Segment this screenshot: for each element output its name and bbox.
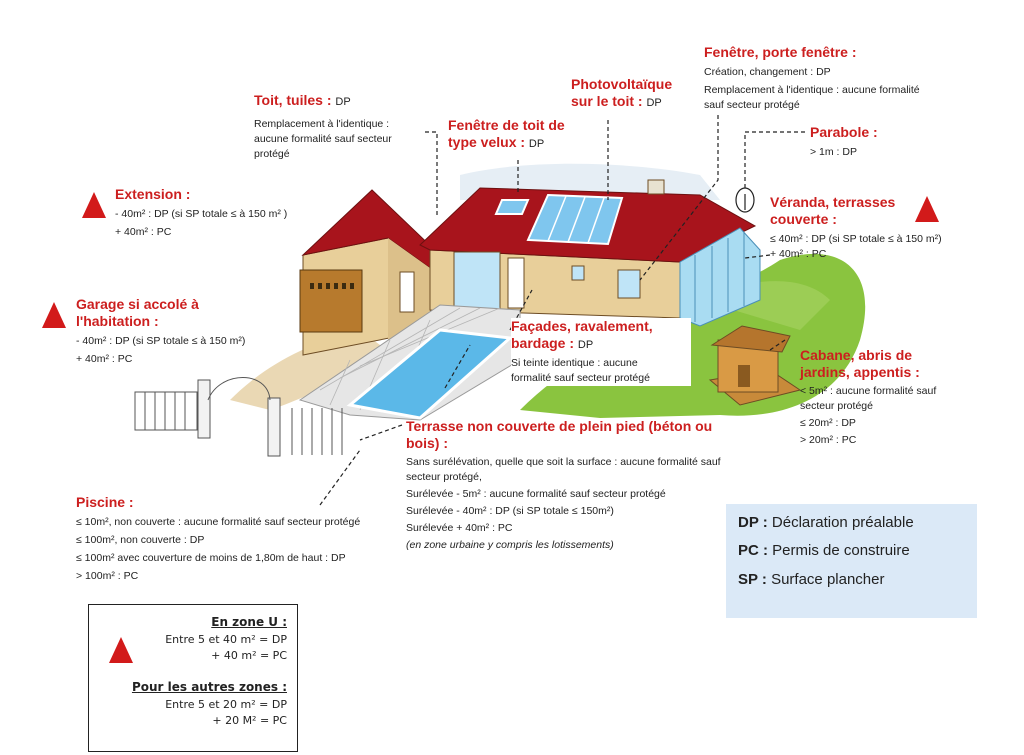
velux-suffix: DP bbox=[528, 138, 545, 150]
terrasse-title: Terrasse non couverte de plein pied (béton ou bbox=[406, 418, 713, 434]
parabole-block bbox=[810, 124, 930, 160]
piscine-line: > 100m² : PC bbox=[76, 570, 139, 582]
legend-abbr: SP : bbox=[738, 571, 767, 588]
terrasse-block bbox=[406, 418, 756, 553]
bay-window bbox=[454, 252, 500, 310]
facades-title: Façades, ravalement, bbox=[511, 318, 653, 334]
veranda-block bbox=[770, 194, 970, 262]
facades-title-2: bardage : bbox=[511, 335, 575, 351]
zone-u-title: En zone U : bbox=[211, 615, 287, 629]
cabane-line: secteur protégé bbox=[800, 400, 873, 412]
photovoltaique-suffix: DP bbox=[646, 97, 662, 109]
legend-text: Déclaration préalable bbox=[771, 514, 914, 531]
cabane-title: Cabane, abris de bbox=[800, 347, 913, 363]
parabole-title: Parabole : bbox=[810, 124, 878, 140]
veranda-title: Véranda, terrasses bbox=[770, 194, 896, 210]
photovoltaique-block bbox=[571, 76, 701, 112]
cabane-title-2: jardins, appentis : bbox=[800, 364, 920, 380]
fence-post bbox=[198, 380, 210, 438]
legend-box bbox=[726, 504, 977, 618]
toit-suffix: DP bbox=[335, 96, 351, 108]
toit-line: Remplacement à l'identique : bbox=[254, 118, 390, 130]
facades-line: Si teinte identique : aucune bbox=[511, 357, 638, 369]
facades-suffix: DP bbox=[577, 339, 594, 351]
garage-block bbox=[76, 296, 276, 367]
toit-block bbox=[254, 92, 434, 162]
facades-line: formalité sauf secteur protégé bbox=[511, 372, 650, 384]
garage-line: + 40m² : PC bbox=[76, 353, 133, 365]
terrasse-line: secteur protégé, bbox=[406, 471, 482, 483]
chimney bbox=[648, 180, 664, 194]
extension-line: - 40m² : DP (si SP totale ≤ à 150 m² ) bbox=[115, 208, 288, 220]
toit-title: Toit, tuiles : bbox=[254, 92, 332, 108]
zone-other-line: Entre 5 et 20 m² = DP bbox=[165, 698, 287, 711]
garage-line: - 40m² : DP (si SP totale ≤ à 150 m²) bbox=[76, 335, 246, 347]
velux-window bbox=[496, 200, 528, 214]
zone-box bbox=[88, 604, 298, 752]
piscine-title: Piscine : bbox=[76, 494, 134, 510]
toit-line: protégé bbox=[254, 148, 290, 160]
small-window bbox=[572, 266, 584, 280]
piscine-line: ≤ 100m² avec couverture de moins de 1,80m de haut : DP bbox=[76, 552, 346, 564]
extension-door bbox=[400, 272, 414, 312]
piscine-line: ≤ 100m², non couverte : DP bbox=[76, 534, 205, 546]
velux-block bbox=[448, 117, 588, 153]
legend-text: Surface plancher bbox=[771, 571, 885, 588]
velux-title: Fenêtre de toit de bbox=[448, 117, 565, 133]
fenetre-line: Remplacement à l'identique : aucune formalité bbox=[704, 84, 920, 96]
garage-door bbox=[300, 270, 362, 332]
terrasse-title-2: bois) : bbox=[406, 435, 448, 451]
terrasse-line: Surélevée - 5m² : aucune formalité sauf secteur protégé bbox=[406, 488, 666, 500]
photovoltaique-title: Photovoltaïque bbox=[571, 76, 673, 92]
cabane-line: > 20m² : PC bbox=[800, 434, 857, 446]
legend-row bbox=[738, 542, 910, 559]
zone-u-line: + 40 m² = PC bbox=[211, 649, 287, 662]
terrasse-note: (en zone urbaine y compris les lotissements) bbox=[406, 539, 614, 551]
house-window bbox=[618, 270, 640, 298]
legend-row bbox=[738, 514, 914, 531]
cabane-block bbox=[800, 347, 975, 448]
cabane-line: ≤ 20m² : DP bbox=[800, 417, 856, 429]
veranda-line: ≤ 40m² : DP (si SP totale ≤ à 150 m²) bbox=[770, 233, 942, 245]
veranda-title-2: couverte : bbox=[770, 211, 837, 227]
fenetre-block bbox=[704, 44, 944, 113]
legend-text: Permis de construire bbox=[772, 542, 910, 559]
extension-line: + 40m² : PC bbox=[115, 226, 172, 238]
zone-other-title: Pour les autres zones : bbox=[131, 680, 287, 694]
front-door bbox=[508, 258, 524, 308]
garage-title: Garage si accolé à bbox=[76, 296, 199, 312]
toit-line: aucune formalité sauf secteur bbox=[254, 133, 392, 145]
gate bbox=[135, 392, 197, 430]
piscine-line: ≤ 10m², non couverte : aucune formalité sauf secteur protégé bbox=[76, 516, 361, 528]
velux-title-2: type velux : bbox=[448, 134, 526, 150]
fenetre-title: Fenêtre, porte fenêtre : bbox=[704, 44, 857, 60]
zone-other-line: + 20 M² = PC bbox=[212, 714, 287, 727]
garage-title-2: l'habitation : bbox=[76, 313, 159, 329]
terrasse-line: Surélevée - 40m² : DP (si SP totale ≤ 150m²) bbox=[406, 505, 614, 517]
photovoltaique-title-2: sur le toit : bbox=[571, 93, 643, 109]
fence-post-2 bbox=[268, 398, 280, 456]
extension-block bbox=[115, 186, 325, 240]
fenetre-line: Création, changement : DP bbox=[704, 66, 831, 78]
parabole-line: > 1m : DP bbox=[810, 146, 857, 158]
terrasse-line: Surélevée + 40m² : PC bbox=[406, 522, 513, 534]
terrasse-line: Sans surélévation, quelle que soit la surface : aucune formalité sauf bbox=[406, 456, 721, 468]
warning-triangle-icon bbox=[42, 302, 66, 328]
facades-block bbox=[511, 318, 691, 386]
legend-abbr: DP : bbox=[738, 514, 768, 531]
legend-row bbox=[738, 571, 884, 588]
legend-abbr: PC : bbox=[738, 542, 768, 559]
cabane-line: < 5m² : aucune formalité sauf bbox=[800, 385, 937, 397]
piscine-block bbox=[76, 494, 396, 584]
fenetre-line: sauf secteur protégé bbox=[704, 99, 800, 111]
extension-title: Extension : bbox=[115, 186, 191, 202]
veranda-line: + 40m² : PC bbox=[770, 248, 827, 260]
warning-triangle-icon bbox=[82, 192, 106, 218]
zone-u-line: Entre 5 et 40 m² = DP bbox=[165, 633, 287, 646]
